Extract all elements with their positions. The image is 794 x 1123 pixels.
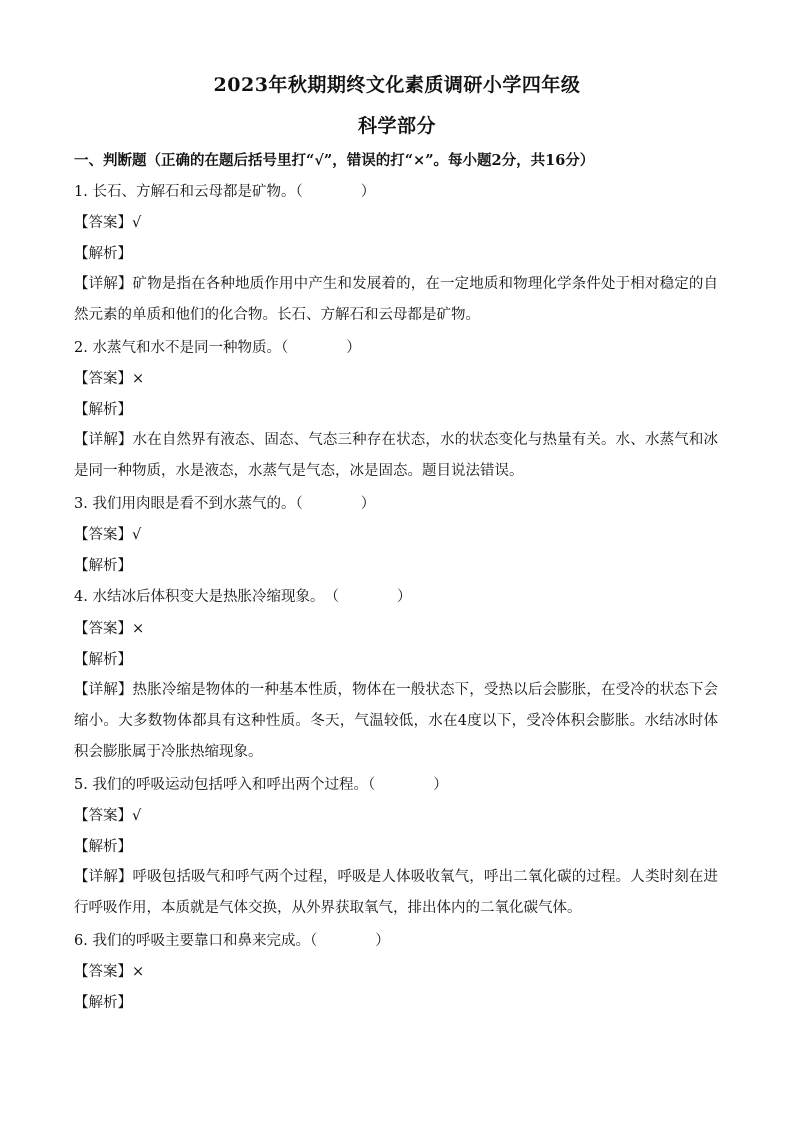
question-5: 5. 我们的呼吸运动包括呼入和呼出两个过程。（ ） (74, 777, 448, 793)
page-title: 2023年秋期期终文化素质调研小学四年级 (213, 74, 581, 96)
answer-5: 【答案】√ (74, 808, 142, 824)
answer-2: 【答案】× (74, 371, 145, 387)
page-subtitle: 科学部分 (357, 115, 436, 137)
answer-3: 【答案】√ (74, 527, 142, 543)
analysis-label-6: 【解析】 (74, 995, 132, 1011)
analysis-label-4: 【解析】 (74, 652, 132, 668)
question-6: 6. 我们的呼吸主要靠口和鼻来完成。（ ） (74, 933, 390, 949)
analysis-label-3: 【解析】 (74, 558, 132, 574)
question-2: 2. 水蒸气和水不是同一种物质。（ ） (74, 340, 361, 356)
question-1: 1. 长石、方解石和云母都是矿物。（ ） (74, 184, 376, 200)
answer-1: 【答案】√ (74, 215, 142, 231)
detail-5: 【详解】呼吸包括吸气和呼气两个过程，呼吸是人体吸收氧气，呼出二氧化碳的过程。人类时刻在进行呼吸作用，本质就是气体交换，从外界获取氧气，排出体内的二氧化碳气体。 (74, 869, 718, 916)
detail-4: 【详解】热胀冷缩是物体的一种基本性质，物体在一般状态下，受热以后会膨胀，在受冷的状态下会缩小。大多数物体都具有这种性质。冬天，气温较低，水在4度以下，受冷体积会膨胀。水结冰时体积会膨胀属于冷胀热缩现象。 (74, 682, 718, 760)
question-4: 4. 水结冰后体积变大是热胀冷缩现象。 （ ） (74, 589, 412, 605)
analysis-label-5: 【解析】 (74, 839, 132, 855)
detail-2: 【详解】水在自然界有液态、固态、气态三种存在状态，水的状态变化与热量有关。水、水蒸气和冰是同一种物质，水是液态，水蒸气是气态，冰是固态。题目说法错误。 (74, 432, 718, 479)
question-3: 3. 我们用肉眼是看不到水蒸气的。（ ） (74, 496, 376, 512)
detail-1: 【详解】矿物是指在各种地质作用中产生和发展着的，在一定地质和物理化学条件处于相对稳定的自然元素的单质和他们的化合物。长石、方解石和云母都是矿物。 (74, 276, 718, 323)
analysis-label-2: 【解析】 (74, 402, 132, 418)
answer-4: 【答案】× (74, 621, 145, 637)
answer-6: 【答案】× (74, 964, 145, 980)
section-heading: 一、判断题（正确的在题后括号里打“√”，错误的打“×”。每小题2分，共16分） (74, 152, 595, 169)
analysis-label-1: 【解析】 (74, 246, 132, 262)
